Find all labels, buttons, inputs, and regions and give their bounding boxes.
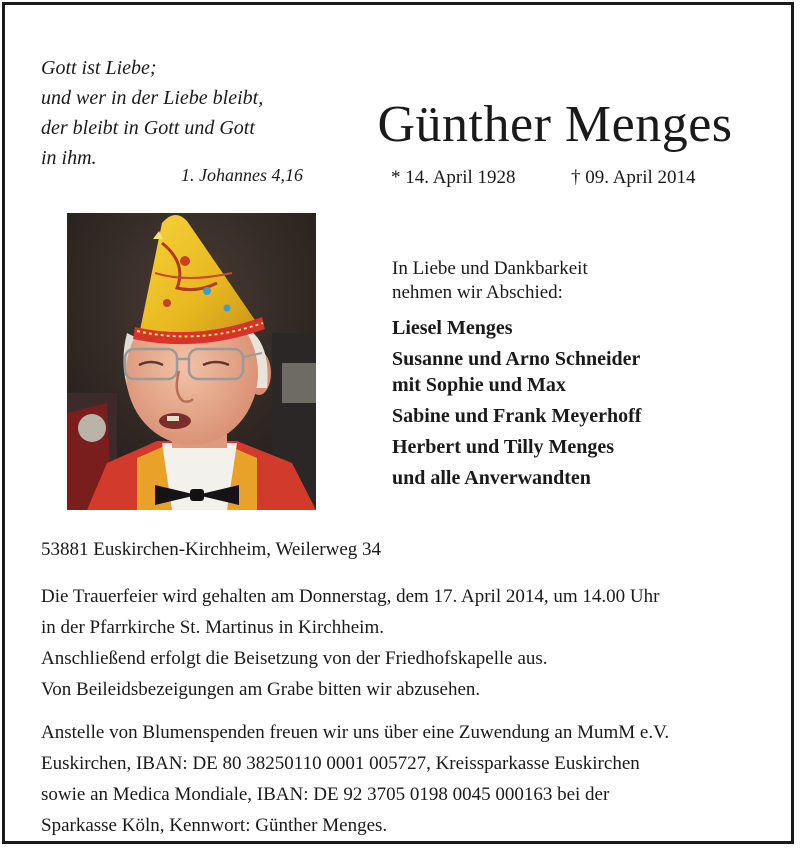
portrait-photo [67, 213, 316, 510]
ceremony-line: Anschließend erfolgt die Beisetzung von der Friedhofskapelle aus. [41, 648, 548, 669]
mourner-name: Herbert und Tilly Menges [392, 436, 615, 458]
donation-line: Anstelle von Blumenspenden freuen wir uns über eine Zuwendung an MumM e.V. [41, 722, 670, 743]
mourner-name: Susanne und Arno Schneider [392, 348, 641, 370]
deceased-name: Günther Menges [377, 96, 733, 153]
donation-line: sowie an Medica Mondiale, IBAN: DE 92 3705 0198 0045 000163 bei der [41, 784, 610, 805]
ceremony-line: Von Beileidsbezeigungen am Grabe bitten wir abzusehen. [41, 679, 481, 700]
donation-line: Euskirchen, IBAN: DE 80 38250110 0001 005727, Kreissparkasse Euskirchen [41, 753, 640, 774]
ceremony-line: in der Pfarrkirche St. Martinus in Kirchheim. [41, 617, 384, 638]
verse-line: und wer in der Liebe bleibt, [41, 87, 264, 109]
ceremony-line: Die Trauerfeier wird gehalten am Donnerstag, dem 17. April 2014, um 14.00 Uhr [41, 586, 660, 607]
birth-date: * 14. April 1928 [391, 167, 516, 188]
donation-line: Sparkasse Köln, Kennwort: Günther Menges. [41, 815, 388, 836]
mourners-list [392, 315, 641, 491]
verse-line: Gott ist Liebe; [41, 57, 157, 79]
verse-line: der bleibt in Gott und Gott [41, 117, 255, 139]
verse-reference: 1. Johannes 4,16 [181, 165, 303, 185]
mourner-name: mit Sophie und Max [392, 374, 566, 396]
mourner-name: und alle Anverwandten [392, 467, 591, 489]
verse-line: in ihm. [41, 147, 97, 169]
mourner-name: Sabine und Frank Meyerhoff [392, 405, 642, 427]
farewell-intro [392, 257, 588, 305]
address: 53881 Euskirchen-Kirchheim, Weilerweg 34 [41, 539, 382, 560]
donation-request [41, 717, 669, 841]
intro-line: In Liebe und Dankbarkeit [392, 258, 588, 279]
bible-verse [41, 53, 331, 173]
death-date: † 09. April 2014 [571, 167, 696, 188]
intro-line: nehmen wir Abschied: [392, 282, 563, 303]
mourner-name: Liesel Menges [392, 317, 513, 339]
obituary-notice [2, 2, 794, 844]
ceremony-details [41, 581, 659, 705]
portrait-image [67, 213, 316, 510]
